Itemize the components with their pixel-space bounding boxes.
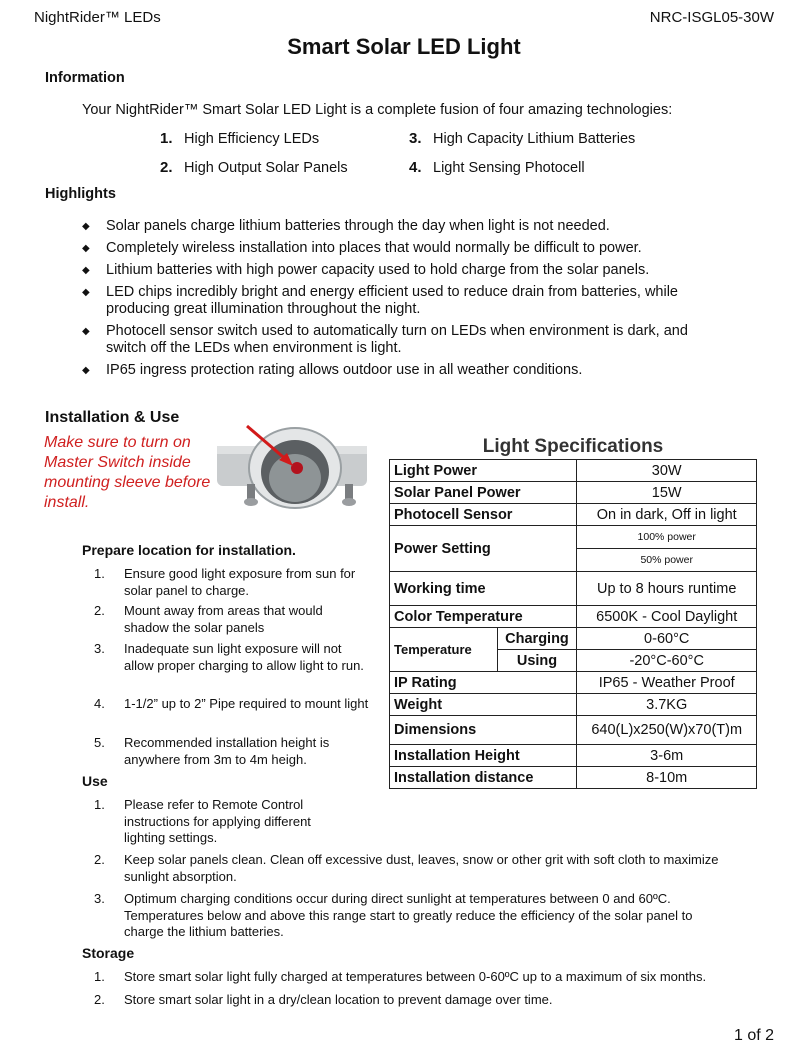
list-item bbox=[82, 218, 732, 235]
spec-label: Installation distance bbox=[390, 767, 577, 789]
step-text: Store smart solar light in a dry/clean location to prevent damage over time. bbox=[124, 992, 553, 1007]
bullet-icon: ◆ bbox=[82, 243, 90, 254]
use-steps bbox=[94, 797, 734, 942]
step-text: Optimum charging conditions occur during direct sunlight at temperatures between 0 and 60ºC. Temperatures below and above this range start to greatly reduce the efficiency of the solar panel to charge the lithium batteries. bbox=[124, 891, 693, 939]
spec-label: Power Setting bbox=[390, 526, 577, 572]
table-row bbox=[390, 716, 757, 745]
spec-label: Color Temperature bbox=[390, 606, 577, 628]
step-number: 2. bbox=[94, 992, 105, 1007]
spec-value: 0-60°C bbox=[577, 628, 757, 650]
spec-label: IP Rating bbox=[390, 672, 577, 694]
mounting-sleeve-image bbox=[217, 418, 367, 513]
highlight-text: Solar panels charge lithium batteries through the day when light is not needed. bbox=[106, 218, 610, 234]
spec-value: 3.7KG bbox=[577, 694, 757, 716]
spec-value: Up to 8 hours runtime bbox=[577, 572, 757, 606]
table-row bbox=[390, 628, 757, 650]
spec-sublabel: Using bbox=[497, 650, 577, 672]
step-text: Recommended installation height is anywhere from 3m to 4m heigh. bbox=[124, 735, 330, 767]
table-row bbox=[390, 606, 757, 628]
technology-number: 3. bbox=[409, 130, 422, 147]
table-row bbox=[390, 694, 757, 716]
technology-item bbox=[160, 159, 348, 176]
table-row bbox=[390, 767, 757, 789]
highlight-text: IP65 ingress protection rating allows outdoor use in all weather conditions. bbox=[106, 362, 583, 378]
spec-value: 15W bbox=[577, 482, 757, 504]
information-heading: Information bbox=[45, 70, 125, 86]
technology-label: High Capacity Lithium Batteries bbox=[433, 131, 636, 147]
step-number: 1. bbox=[94, 969, 105, 984]
table-row bbox=[390, 460, 757, 482]
table-row bbox=[390, 482, 757, 504]
step-number: 2. bbox=[94, 603, 105, 618]
highlights-heading: Highlights bbox=[45, 186, 116, 202]
spec-value: 30W bbox=[577, 460, 757, 482]
step-text: Store smart solar light fully charged at temperatures between 0-60ºC up to a maximum of six months. bbox=[124, 969, 707, 984]
spec-label: Working time bbox=[390, 572, 577, 606]
prepare-steps bbox=[94, 566, 384, 766]
spec-value: -20°C-60°C bbox=[577, 650, 757, 672]
highlight-text: Completely wireless installation into places that would normally be difficult to power. bbox=[106, 240, 642, 256]
bullet-icon: ◆ bbox=[82, 265, 90, 276]
step-number: 3. bbox=[94, 891, 105, 906]
list-item bbox=[82, 240, 732, 257]
highlight-text: Lithium batteries with high power capacity used to hold charge from the solar panels. bbox=[106, 262, 650, 278]
list-item bbox=[82, 262, 732, 279]
bullet-icon: ◆ bbox=[82, 221, 90, 232]
step-number: 4. bbox=[94, 696, 105, 711]
spec-value: 3-6m bbox=[577, 745, 757, 767]
spec-value: 8-10m bbox=[577, 767, 757, 789]
technology-label: High Output Solar Panels bbox=[184, 160, 348, 176]
technology-item bbox=[409, 159, 585, 176]
bullet-icon: ◆ bbox=[82, 365, 90, 376]
spec-value: 640(L)x250(W)x70(T)m bbox=[577, 716, 757, 745]
table-row bbox=[390, 572, 757, 606]
use-heading: Use bbox=[82, 773, 108, 789]
highlight-text: Photocell sensor switch used to automatically turn on LEDs when environment is dark, and switch off the LEDs when environment is light. bbox=[106, 323, 688, 356]
list-item bbox=[82, 362, 732, 379]
spec-value: 100% power bbox=[577, 526, 757, 549]
step-number: 1. bbox=[94, 797, 105, 812]
technology-number: 1. bbox=[160, 130, 173, 147]
step-number: 3. bbox=[94, 641, 105, 656]
spec-label: Solar Panel Power bbox=[390, 482, 577, 504]
spec-value: 6500K - Cool Daylight bbox=[577, 606, 757, 628]
spec-label: Temperature bbox=[390, 628, 498, 672]
table-row bbox=[390, 504, 757, 526]
technology-number: 2. bbox=[160, 159, 173, 176]
step-text: Please refer to Remote Control instructions for applying different lighting settings. bbox=[124, 797, 311, 845]
spec-label: Photocell Sensor bbox=[390, 504, 577, 526]
step-number: 5. bbox=[94, 735, 105, 750]
table-row bbox=[390, 672, 757, 694]
step-text: Inadequate sun light exposure will not allow proper charging to allow light to run. bbox=[124, 641, 364, 673]
step-number: 1. bbox=[94, 566, 105, 581]
information-intro: Your NightRider™ Smart Solar LED Light is a complete fusion of four amazing technologies: bbox=[82, 102, 673, 118]
spec-label: Light Power bbox=[390, 460, 577, 482]
page-title: Smart Solar LED Light bbox=[287, 34, 521, 59]
step-text: Mount away from areas that would shadow the solar panels bbox=[124, 603, 323, 635]
storage-heading: Storage bbox=[82, 945, 135, 961]
technology-label: High Efficiency LEDs bbox=[184, 131, 320, 147]
list-item bbox=[82, 323, 732, 357]
step-text: Ensure good light exposure from sun for solar panel to charge. bbox=[124, 566, 356, 598]
spec-label: Installation Height bbox=[390, 745, 577, 767]
technology-label: Light Sensing Photocell bbox=[433, 160, 585, 176]
prepare-heading: Prepare location for installation. bbox=[82, 542, 296, 558]
specs-title: Light Specifications bbox=[482, 436, 664, 457]
storage-steps bbox=[94, 969, 774, 1014]
technology-item bbox=[409, 130, 635, 147]
table-row bbox=[390, 745, 757, 767]
bullet-icon: ◆ bbox=[82, 287, 90, 298]
spec-value: 50% power bbox=[577, 549, 757, 572]
step-text: Keep solar panels clean. Clean off excessive dust, leaves, snow or other grit with soft cloth to maximize sunlight absorption. bbox=[124, 852, 719, 884]
step-number: 2. bbox=[94, 852, 105, 867]
spec-label: Weight bbox=[390, 694, 577, 716]
specs-table bbox=[389, 459, 757, 789]
table-row bbox=[390, 526, 757, 549]
spec-value: IP65 - Weather Proof bbox=[577, 672, 757, 694]
technology-item bbox=[160, 130, 319, 147]
spec-sublabel: Charging bbox=[497, 628, 577, 650]
list-item bbox=[82, 284, 732, 318]
spec-value: On in dark, Off in light bbox=[577, 504, 757, 526]
highlights-list bbox=[82, 218, 732, 384]
installation-heading: Installation & Use bbox=[45, 409, 180, 426]
header-brand: NightRider™ LEDs bbox=[34, 9, 161, 26]
highlight-text: LED chips incredibly bright and energy efficient used to reduce drain from batteries, while producing great illumination throughout the night. bbox=[106, 284, 678, 317]
bullet-icon: ◆ bbox=[82, 326, 90, 337]
spec-label: Dimensions bbox=[390, 716, 577, 745]
technology-number: 4. bbox=[409, 159, 422, 176]
header-model: NRC-ISGL05-30W bbox=[649, 9, 774, 26]
page-number: 1 of 2 bbox=[733, 1027, 774, 1044]
step-text: 1-1/2” up to 2” Pipe required to mount light bbox=[124, 696, 369, 711]
master-switch-warning: Make sure to turn on Master Switch inside mounting sleeve before install. bbox=[44, 434, 211, 511]
